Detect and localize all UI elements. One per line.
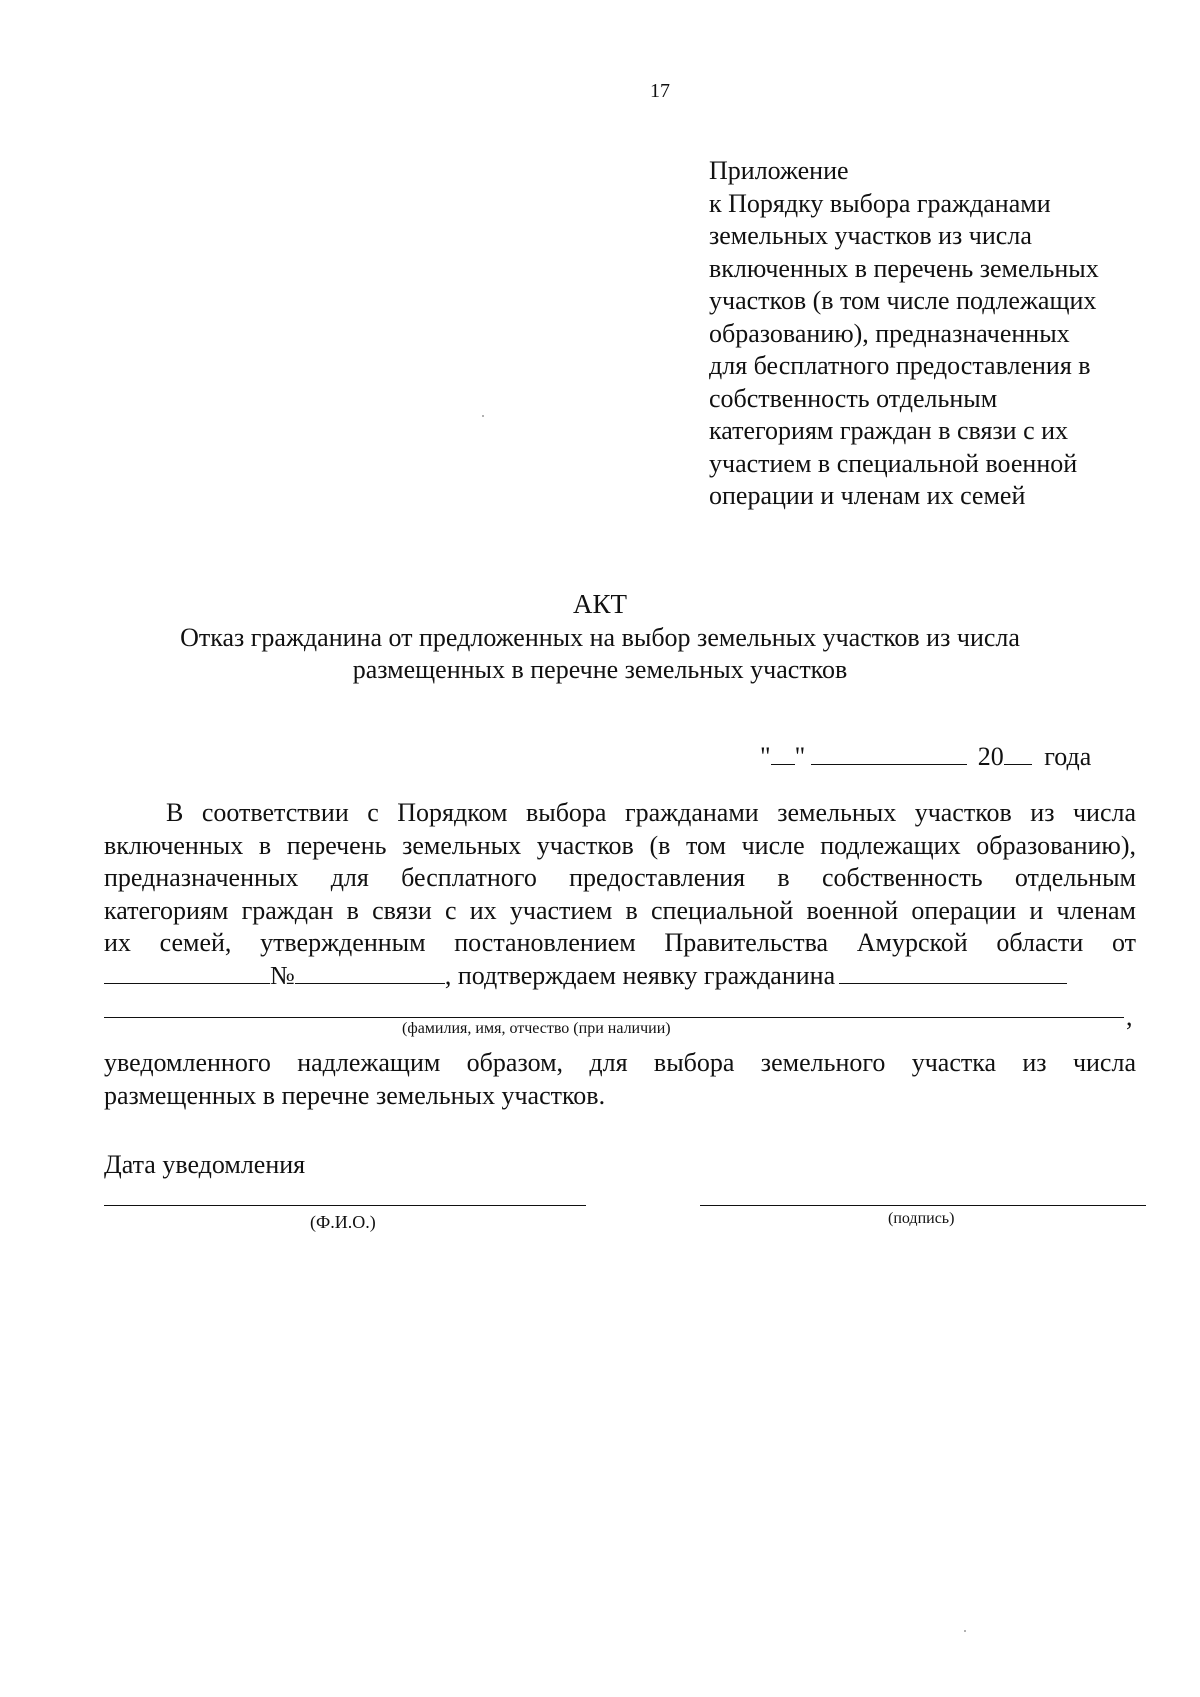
appendix-line: категориям граждан в связи с их [709,416,1069,445]
decree-date-blank[interactable] [104,961,270,984]
scan-speck [964,1630,966,1632]
decree-number-blank[interactable] [295,961,445,984]
notice-date-label: Дата уведомления [104,1150,306,1179]
appendix-line: включенных в перечень земельных [709,253,1099,283]
confirm-text: , подтверждаем неявку гражданина [444,960,836,990]
appendix-line: участием в специальной военной [709,448,1078,478]
act-title-block [100,588,1100,686]
page-number: 17 [650,80,670,102]
appendix-line: образованию), предназначенных [709,318,1070,348]
fio-line[interactable] [104,1205,586,1206]
appendix-line: земельных участков из числа [709,221,1032,250]
body-line: уведомленного надлежащим образом, для выбора земельного участка из числа [104,1048,1136,1077]
body-line-blanks [104,960,1136,993]
body-line: размещенных в перечне земельных участков. [104,1080,606,1110]
body-line: предназначенных для бесплатного предоставления в собственность отдельным [104,863,1136,892]
citizen-name-continuation-line[interactable] [104,1017,1124,1018]
signature-line[interactable] [700,1205,1146,1206]
comma: , [1126,1002,1133,1031]
month-blank[interactable] [811,742,967,765]
appendix-line: участков (в том числе подлежащих [709,286,1097,315]
appendix-line: операции и членам их семей [709,481,1026,510]
appendix-line: для бесплатного предоставления в [709,351,1091,380]
body-line: включенных в перечень земельных участков (в том числе подлежащих образованию), [104,830,1136,860]
fio-caption: (фамилия, имя, отчество (при наличии) [402,1020,671,1037]
act-subtitle-line: размещенных в перечне земельных участков [352,655,848,684]
body-line: В соответствии с Порядком выбора гражданами земельных участков из числа [166,798,1136,827]
appendix-line: Приложение [709,156,849,185]
year-blank[interactable] [1004,742,1032,765]
date-quote-open: " [760,742,771,771]
appendix-line: собственность отдельным [709,383,998,413]
signature-caption: (подпись) [888,1210,955,1227]
number-sign: № [270,960,295,990]
act-body-continued [104,1047,1136,1112]
act-body [104,797,1136,992]
date-quote-close: " [794,742,806,771]
act-subtitle-line: Отказ гражданина от предложенных на выбор земельных участков из числа [180,623,1020,652]
day-blank[interactable] [771,742,795,765]
appendix-line: к Порядку выбора гражданами [709,188,1051,218]
year-prefix: 20 [977,742,1004,771]
act-heading: АКТ [573,589,627,619]
date-line [760,742,1091,772]
citizen-name-blank[interactable] [839,961,1067,984]
body-line: их семей, утвержденным постановлением Правительства Амурской области от [104,928,1136,957]
year-word: года [1044,742,1092,771]
body-line: категориям граждан в связи с их участием в специальной военной операции и членам [104,895,1136,925]
fio-short-caption: (Ф.И.О.) [310,1212,376,1232]
scan-speck [482,415,484,417]
appendix-header [709,155,1149,513]
